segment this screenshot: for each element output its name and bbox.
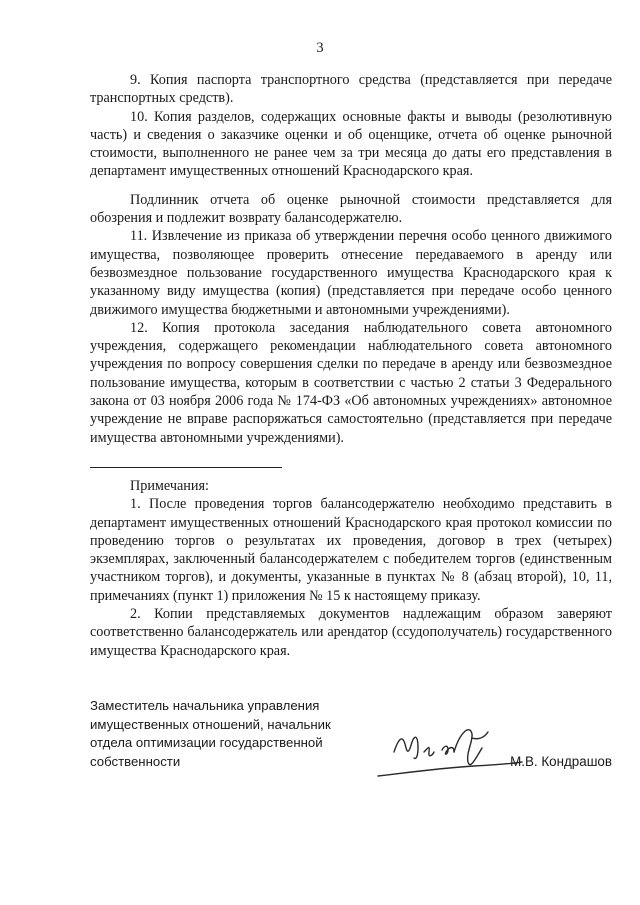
signatory-title-line: имущественных отношений, начальник: [90, 716, 331, 732]
notes-separator-line: [90, 467, 282, 468]
note-item-2: 2. Копии представляемых документов надлежащим образом заверяют соответственно балансодержатель или арендатор (ссудополучатель) государственного имущества Краснодарского края.: [90, 606, 612, 659]
paragraph-item-10: 10. Копия разделов, содержащих основные факты и выводы (резолютивную часть) и сведения о заказчике оценки и об оценщике, отчета об оценке рыночной стоимости, выполненного не ранее чем за три месяца до даты его представления в департамент имущественных отношений Краснодарского края.: [90, 108, 612, 180]
note-item-1: 1. После проведения торгов балансодержателю необходимо представить в департамент имущественных отношений Краснодарского края протокол комиссии по проведению торгов о результатах их проведения, договор в трех (четырех) экземплярах, заключенный балансодержателем с победителем торгов (единственным участником торгов), и документы, указанные в пунктах № 8 (абзац второй), 10, 11, примечаниях (пункт 1) приложения № 15 к настоящему приказу.: [90, 496, 612, 604]
paragraph-item-11: 11. Извлечение из приказа об утверждении перечня особо ценного движимого имущества, позволяющее проверить отнесение передаваемого в аренду или безвозмездное пользование государственного имущества Краснодарского края к указанному виду имущества (копия) (представляется при передаче особо ценного движимого имущества бюджетными и автономными учреждениями).: [90, 228, 612, 318]
signatory-title-line: Заместитель начальника управления: [90, 698, 320, 713]
paragraph-item-9: 9. Копия паспорта транспортного средства (представляется при передаче транспортных средств).: [90, 72, 612, 107]
signatory-title-line: отдела оптимизации государственной: [90, 735, 323, 751]
paragraph-original-report-note: Подлинник отчета об оценке рыночной стоимости представляется для обозрения и подлежит возврату балансодержателю.: [90, 191, 612, 227]
notes-section: [90, 477, 612, 660]
signature-block: [90, 697, 612, 787]
document-body: [90, 71, 612, 447]
signatory-title: [90, 697, 390, 771]
signatory-title-line: собственности: [90, 753, 181, 769]
signatory-name: М.В. Кондрашов: [510, 754, 612, 769]
handwritten-signature: [372, 722, 550, 784]
notes-heading: Примечания:: [130, 478, 209, 494]
paragraph-item-12: 12. Копия протокола заседания наблюдательного совета автономного учреждения, содержащего рекомендации наблюдательного совета автономного учреждения по вопросу совершения сделки по передаче в аренду или безвозмездное пользование имущества, которым в соответствии с частью 2 статьи 3 Федерального закона от 03 ноября 2006 года № 174-ФЗ «Об автономных учреждениях» автономное учреждение не вправе распоряжаться самостоятельно (представляется при передаче имущества автономными учреждениями).: [90, 319, 612, 446]
page-number: 3: [316, 40, 324, 56]
